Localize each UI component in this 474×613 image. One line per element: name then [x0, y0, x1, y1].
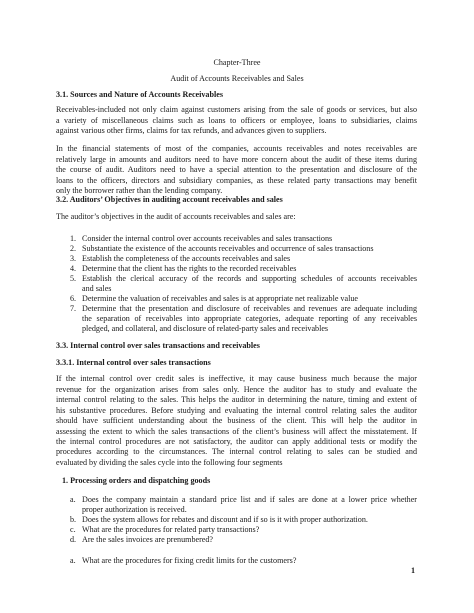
- question-item: Are the sales invoices are prenumbered?: [82, 535, 214, 544]
- s33-p1-line-3: internal control relating to the sales. This helps the auditor in determining the nature, timing and extent of: [56, 395, 417, 404]
- objective-number: 2.: [70, 244, 77, 253]
- question-label: b.: [70, 515, 77, 524]
- objective-number: 3.: [70, 254, 77, 263]
- objective-item: Determine that the presentation and disclosure of receivables and revenues are adequate including: [82, 304, 417, 313]
- section-3-2-heading: 3.2. Auditors’ Objectives in auditing account receivables and sales: [56, 195, 283, 204]
- s32-intro: The auditor’s objectives in the audit of accounts receivables and sales are:: [56, 212, 296, 221]
- objective-number: 5.: [70, 274, 77, 283]
- question-label: a.: [70, 556, 76, 565]
- objective-item: Determine the valuation of receivables and sales is at appropriate net realizable value: [82, 294, 358, 303]
- objective-item: Establish the completeness of the accounts receivables and sales: [82, 254, 291, 263]
- section-3-3-heading: 3.3. Internal control over sales transactions and receivables: [56, 341, 260, 350]
- s33-p1-line-8: procedures according to the circumstances. The internal control relating to sales can be studied and: [56, 447, 417, 456]
- s33-p1-line-7: the internal control procedures are not satisfactory, the auditor can apply additional tests or modify the: [56, 437, 417, 446]
- objective-item-cont: and sales: [82, 284, 112, 293]
- s31-p1-line-2: a variety of miscellaneous claims such as loans to officers or employee, loans to subsidiaries, claims: [56, 116, 417, 125]
- objective-item: Substantiate the existence of the accounts receivables and occurrence of sales transactions: [82, 244, 374, 253]
- s33-p1-line-9: evaluated by dividing the sales cycle into the following four segments: [56, 458, 283, 467]
- s33-p1-line-6: assessing the extent to which the sales transactions of the client’s business will affect the misstatement. If: [56, 427, 417, 436]
- s33-p1-line-4: his substantive procedures. Before studying and evaluating the internal control relating sales the auditor: [56, 406, 417, 415]
- question-item-cont: proper authorization is received.: [82, 505, 187, 514]
- s33-p1-line-2: revenue for the organization arises from sales only. Hence the auditor has to study and evaluate the: [56, 385, 417, 394]
- document-title: Audit of Accounts Receivables and Sales: [170, 74, 304, 83]
- objective-number: 1.: [70, 234, 77, 243]
- objective-item-cont: pledged, and collateral, and disclosure of related-party sales and receivables: [82, 324, 329, 333]
- objective-item: Establish the clerical accuracy of the records and supporting schedules of accounts receivables: [82, 274, 417, 283]
- question-item: What are the procedures for related party transactions?: [82, 525, 260, 534]
- s31-p2-line-3: the course of audit. Auditors need to have a special attention to the presentation and disclosure of the: [56, 165, 417, 174]
- objective-item: Consider the internal control over accounts receivables and sales transactions: [82, 234, 333, 243]
- s31-p2-line-2: relatively large in amounts and auditors need to have more concern about the audit of these items during: [56, 155, 417, 164]
- question-item: What are the procedures for fixing credit limits for the customers?: [82, 556, 297, 565]
- question-label: d.: [70, 535, 77, 544]
- s33-p1-line-5: should have sufficient understanding about the business of the client. This will help the auditor in: [56, 416, 417, 425]
- section-3-1-heading: 3.1. Sources and Nature of Accounts Receivables: [56, 90, 223, 99]
- segment-1-heading: 1. Processing orders and dispatching goods: [62, 476, 211, 485]
- question-item: Does the company maintain a standard price list and if sales are done at a lower price whether: [82, 495, 417, 504]
- question-label: a.: [70, 495, 76, 504]
- s33-p1-line-1: If the internal control over credit sales is ineffective, it may cause business much because the major: [56, 374, 417, 383]
- question-item: Does the system allows for rebates and discount and if so is it with proper authorization.: [82, 515, 368, 524]
- s31-p2-line-4: loans to the officers, directors and subsidiary companies, as these related party transactions may benefit: [56, 176, 417, 185]
- page-number: 1: [411, 566, 416, 575]
- s31-p1-line-1: Receivables-included not only claim against customers arising from the sale of goods or services, but also: [56, 105, 417, 114]
- objective-number: 4.: [70, 264, 77, 273]
- objective-number: 7.: [70, 304, 77, 313]
- s31-p2-line-5: only the borrower rather than the lending company.: [56, 186, 223, 195]
- objective-item: Determine that the client has the rights to the recorded receivables: [82, 264, 297, 273]
- s31-p1-line-3: against various other firms, claims for tax refunds, and advances given to suppliers.: [56, 126, 327, 135]
- question-label: c.: [70, 525, 76, 534]
- s31-p2-line-1: In the financial statements of most of the companies, accounts receivables and notes receivables are: [56, 144, 417, 153]
- objective-number: 6.: [70, 294, 77, 303]
- section-3-3-1-heading: 3.3.1. Internal control over sales transactions: [56, 358, 211, 367]
- chapter-title: Chapter-Three: [213, 58, 261, 67]
- objective-item-cont: the separation of receivables into appropriate categories, adequate reporting of any receivables: [82, 314, 417, 323]
